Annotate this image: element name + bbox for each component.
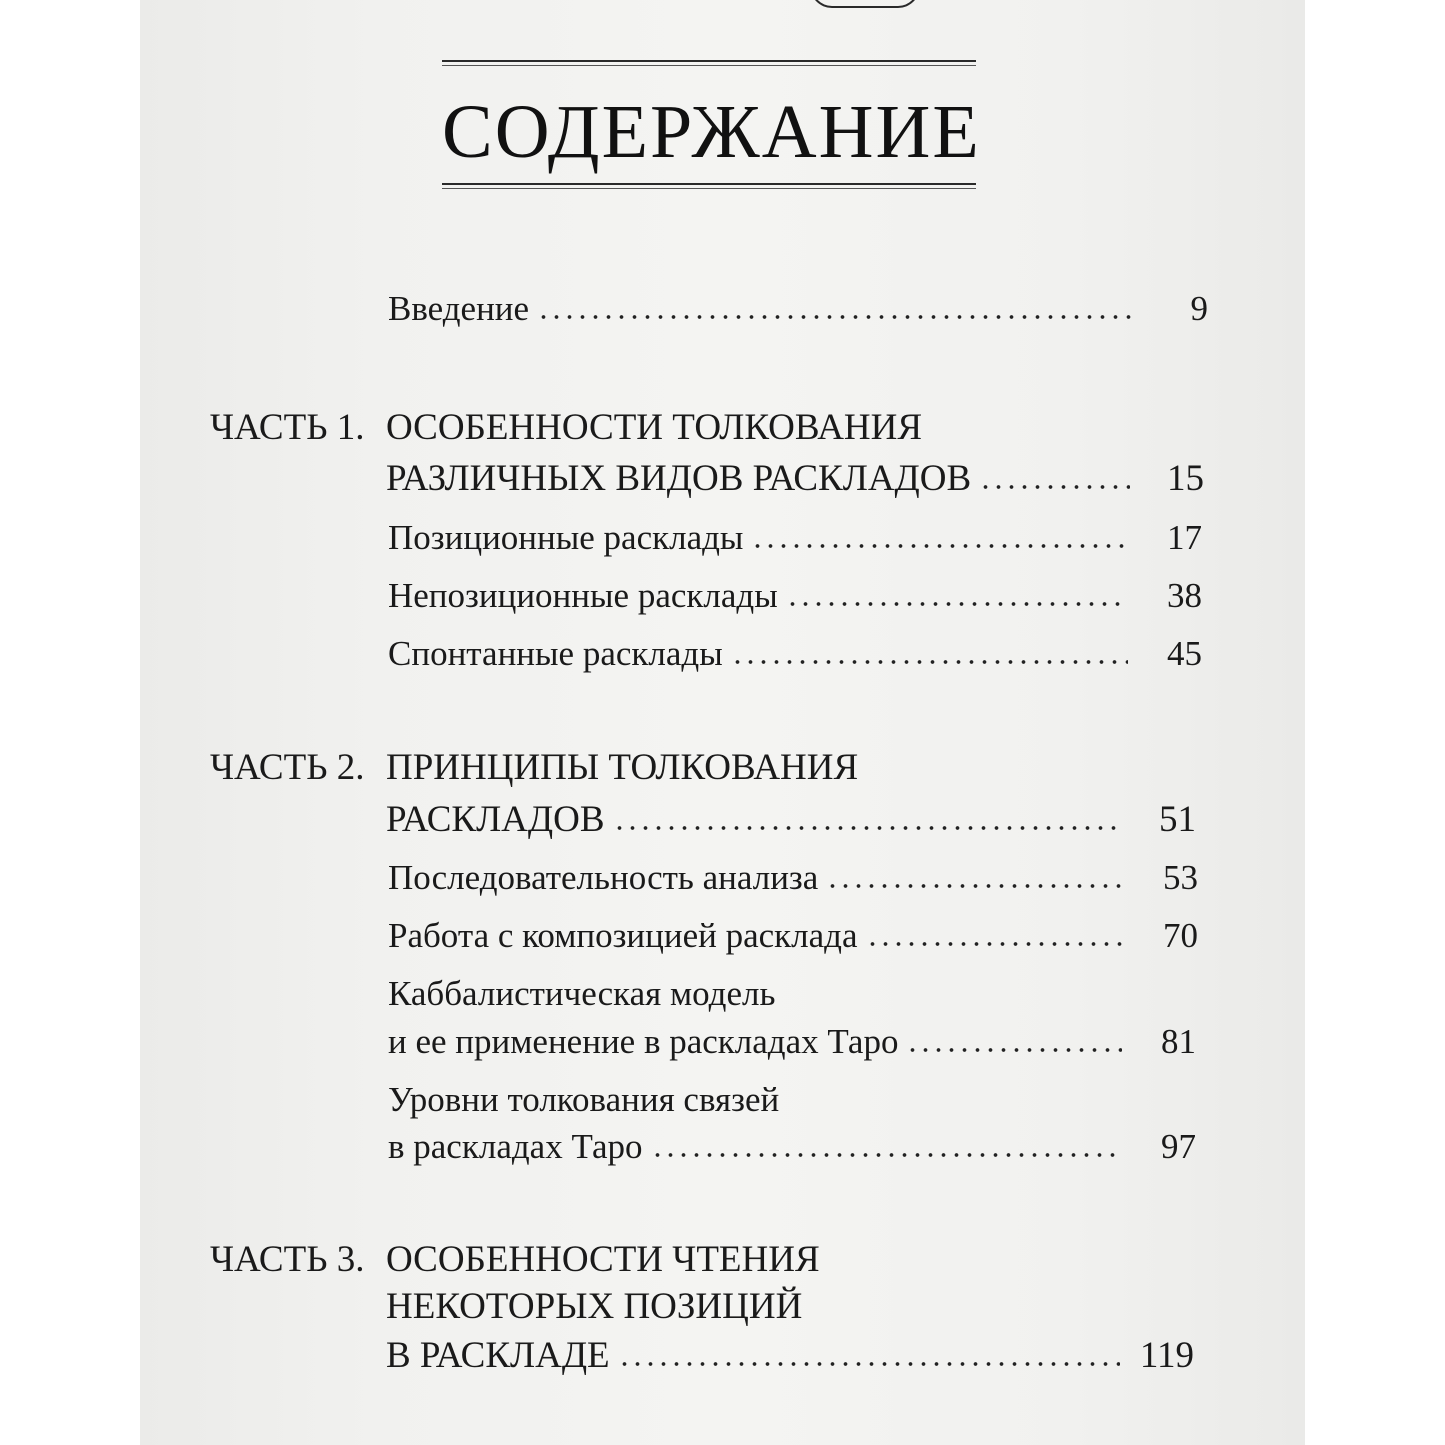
part-3-title-text: В РАСКЛАДЕ bbox=[386, 1335, 610, 1376]
toc-entry-label: Работа с композицией расклада bbox=[388, 916, 858, 955]
dot-leader bbox=[979, 484, 1130, 490]
toc-entry-nonpositional-spreads bbox=[388, 574, 1202, 618]
dot-leader bbox=[613, 825, 1122, 831]
toc-entry-page: 38 bbox=[1167, 576, 1202, 615]
part-3-label: ЧАСТЬ 3. bbox=[210, 1239, 365, 1280]
dot-leader bbox=[826, 883, 1124, 889]
dot-leader bbox=[786, 601, 1128, 607]
toc-entry-page: 9 bbox=[1190, 289, 1208, 328]
part-1-page: 15 bbox=[1167, 458, 1204, 499]
toc-entry-label: Непозиционные расклады bbox=[388, 576, 778, 615]
dot-leader bbox=[866, 941, 1124, 947]
toc-entry-interpretation-levels-line1: Уровни толкования связей bbox=[388, 1080, 780, 1119]
toc-entry-page: 70 bbox=[1163, 916, 1198, 955]
toc-entry-label: Введение bbox=[388, 289, 530, 328]
toc-entry-page: 45 bbox=[1167, 634, 1202, 673]
part-2-page: 51 bbox=[1159, 799, 1196, 840]
toc-entry-label: в раскладах Таро bbox=[388, 1127, 643, 1166]
toc-entry-label: Позиционные расклады bbox=[388, 518, 744, 557]
page-title: СОДЕРЖАНИЕ bbox=[442, 90, 981, 174]
dot-leader bbox=[731, 659, 1128, 665]
toc-entry-page: 81 bbox=[1161, 1022, 1196, 1061]
part-2-title-line1: ПРИНЦИПЫ ТОЛКОВАНИЯ bbox=[386, 747, 859, 788]
toc-entry-label: Спонтанные расклады bbox=[388, 634, 723, 673]
dot-leader bbox=[537, 314, 1134, 320]
dot-leader bbox=[751, 543, 1128, 549]
part-3-title-line1: ОСОБЕННОСТИ ЧТЕНИЯ bbox=[386, 1239, 820, 1280]
toc-entry-page: 97 bbox=[1161, 1127, 1196, 1166]
toc-entry-label: Последовательность анализа bbox=[388, 858, 819, 897]
part-2-title-line2 bbox=[386, 798, 1196, 842]
toc-entry-introduction bbox=[388, 287, 1208, 331]
toc-entry-analysis-sequence bbox=[388, 856, 1198, 900]
toc-entry-composition-work bbox=[388, 914, 1198, 958]
part-1-title-text: РАЗЛИЧНЫХ ВИДОВ РАСКЛАДОВ bbox=[386, 458, 972, 499]
toc-entry-kabbalistic-line1: Каббалистическая модель bbox=[388, 974, 776, 1013]
toc-entry-spontaneous-spreads bbox=[388, 632, 1202, 676]
part-2-label: ЧАСТЬ 2. bbox=[210, 747, 365, 788]
part-1-title-line2 bbox=[386, 457, 1204, 501]
part-3-title-line3 bbox=[386, 1334, 1194, 1378]
part-2-title-text: РАСКЛАДОВ bbox=[386, 799, 605, 840]
part-3-title-line2: НЕКОТОРЫХ ПОЗИЦИЙ bbox=[386, 1286, 803, 1327]
part-3-page: 119 bbox=[1139, 1335, 1194, 1376]
part-1-title-line1: ОСОБЕННОСТИ ТОЛКОВАНИЯ bbox=[386, 407, 923, 448]
part-1-label: ЧАСТЬ 1. bbox=[210, 407, 365, 448]
toc-entry-label: и ее применение в раскладах Таро bbox=[388, 1022, 899, 1061]
toc-entry-positional-spreads bbox=[388, 516, 1202, 560]
toc-entry-interpretation-levels bbox=[388, 1125, 1196, 1169]
toc-entry-page: 17 bbox=[1167, 518, 1202, 557]
dot-leader bbox=[618, 1361, 1120, 1367]
dot-leader bbox=[906, 1047, 1122, 1053]
toc-entry-page: 53 bbox=[1163, 858, 1198, 897]
toc-entry-kabbalistic-model bbox=[388, 1020, 1196, 1064]
dot-leader bbox=[651, 1152, 1123, 1158]
